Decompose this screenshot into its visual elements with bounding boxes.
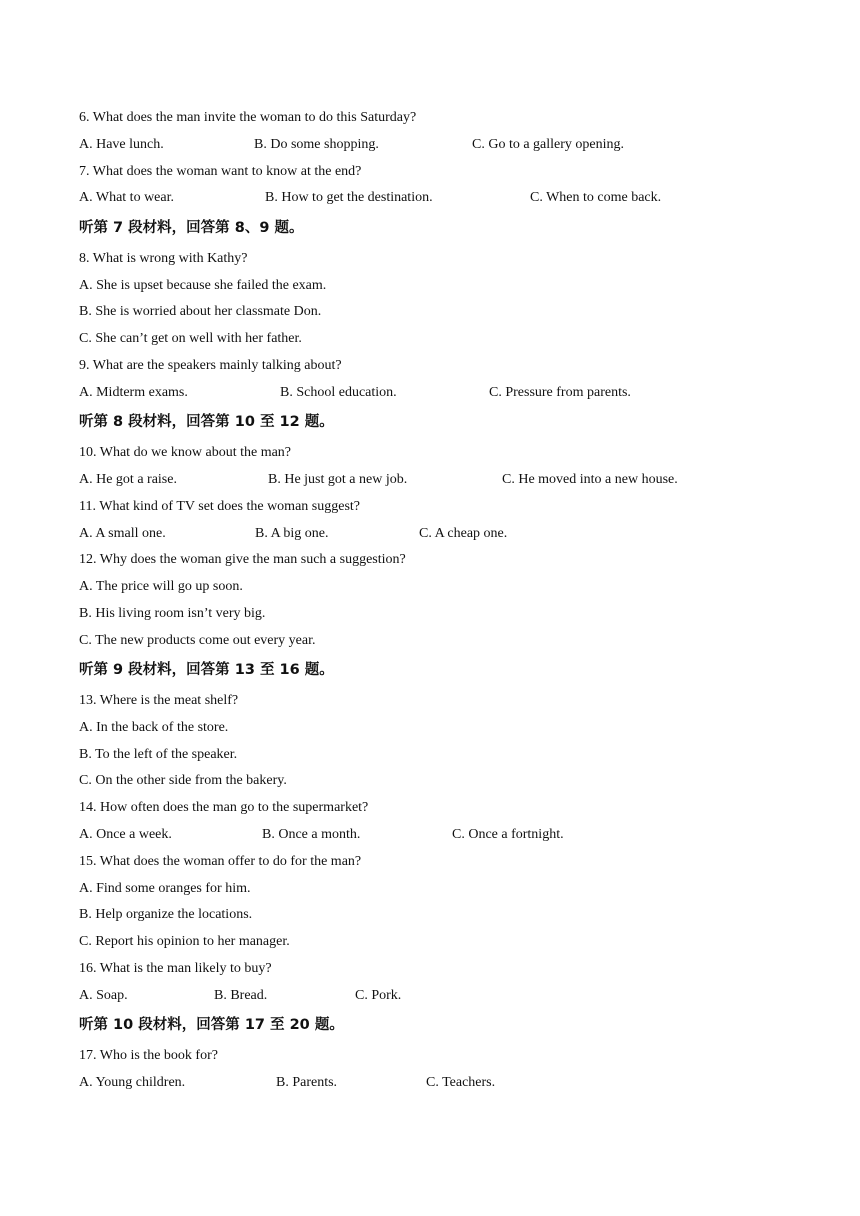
option-c: C. Report his opinion to her manager. — [79, 934, 290, 949]
question-13: 13. Where is the meat shelf? — [79, 693, 239, 708]
question-10: 10. What do we know about the man? — [79, 445, 292, 460]
option-c: C. Pressure from parents. — [489, 385, 631, 400]
option-c: C. Teachers. — [426, 1075, 496, 1090]
option-a: A. The price will go up soon. — [79, 579, 243, 594]
option-b: B. Parents. — [276, 1075, 338, 1090]
options-16 — [79, 987, 779, 1005]
options-6 — [79, 136, 779, 154]
option-b: B. To the left of the speaker. — [79, 747, 238, 762]
option-c: C. The new products come out every year. — [79, 633, 316, 648]
option-a: A. She is upset because she failed the exam. — [79, 278, 327, 293]
section-heading-8: 听第 8 段材料，回答第 10 至 12 题。 — [79, 414, 334, 430]
option-a: A. Young children. — [79, 1075, 186, 1090]
option-b: B. Once a month. — [262, 827, 361, 842]
option-a: A. Once a week. — [79, 827, 172, 842]
option-c: C. She can’t get on well with her father. — [79, 331, 302, 346]
options-17 — [79, 1074, 779, 1092]
question-6: 6. What does the man invite the woman to do this Saturday? — [79, 110, 417, 125]
option-a: A. Find some oranges for him. — [79, 881, 251, 896]
option-a: A. A small one. — [79, 526, 166, 541]
section-heading-10: 听第 10 段材料，回答第 17 至 20 题。 — [79, 1017, 344, 1033]
option-b: B. She is worried about her classmate Don. — [79, 304, 322, 319]
options-7 — [79, 189, 779, 207]
option-b: B. How to get the destination. — [265, 190, 433, 205]
question-8: 8. What is wrong with Kathy? — [79, 251, 248, 266]
option-c: C. A cheap one. — [419, 526, 508, 541]
section-heading-9: 听第 9 段材料，回答第 13 至 16 题。 — [79, 662, 334, 678]
options-11 — [79, 525, 779, 543]
option-b: B. Bread. — [214, 988, 268, 1003]
question-14: 14. How often does the man go to the supermarket? — [79, 800, 369, 815]
option-c: C. He moved into a new house. — [502, 472, 678, 487]
option-b: B. School education. — [280, 385, 397, 400]
section-heading-7: 听第 7 段材料，回答第 8、9 题。 — [79, 220, 304, 236]
question-11: 11. What kind of TV set does the woman suggest? — [79, 499, 360, 514]
option-a: A. What to wear. — [79, 190, 174, 205]
options-14 — [79, 826, 779, 844]
question-9: 9. What are the speakers mainly talking about? — [79, 358, 342, 373]
option-a: A. He got a raise. — [79, 472, 177, 487]
option-c: C. Once a fortnight. — [452, 827, 564, 842]
question-15: 15. What does the woman offer to do for the man? — [79, 854, 362, 869]
option-c: C. Go to a gallery opening. — [472, 137, 625, 152]
option-a: A. Have lunch. — [79, 137, 164, 152]
option-a: A. Midterm exams. — [79, 385, 188, 400]
option-c: C. On the other side from the bakery. — [79, 773, 287, 788]
option-a: A. Soap. — [79, 988, 128, 1003]
option-b: B. He just got a new job. — [268, 472, 408, 487]
option-a: A. In the back of the store. — [79, 720, 229, 735]
question-16: 16. What is the man likely to buy? — [79, 961, 272, 976]
option-b: B. A big one. — [255, 526, 329, 541]
option-c: C. Pork. — [355, 988, 402, 1003]
option-b: B. Help organize the locations. — [79, 907, 253, 922]
option-c: C. When to come back. — [530, 190, 662, 205]
question-17: 17. Who is the book for? — [79, 1048, 218, 1063]
question-12: 12. Why does the woman give the man such a suggestion? — [79, 552, 406, 567]
options-10 — [79, 471, 779, 489]
options-9 — [79, 384, 779, 402]
option-b: B. His living room isn’t very big. — [79, 606, 266, 621]
question-7: 7. What does the woman want to know at the end? — [79, 164, 362, 179]
option-b: B. Do some shopping. — [254, 137, 379, 152]
